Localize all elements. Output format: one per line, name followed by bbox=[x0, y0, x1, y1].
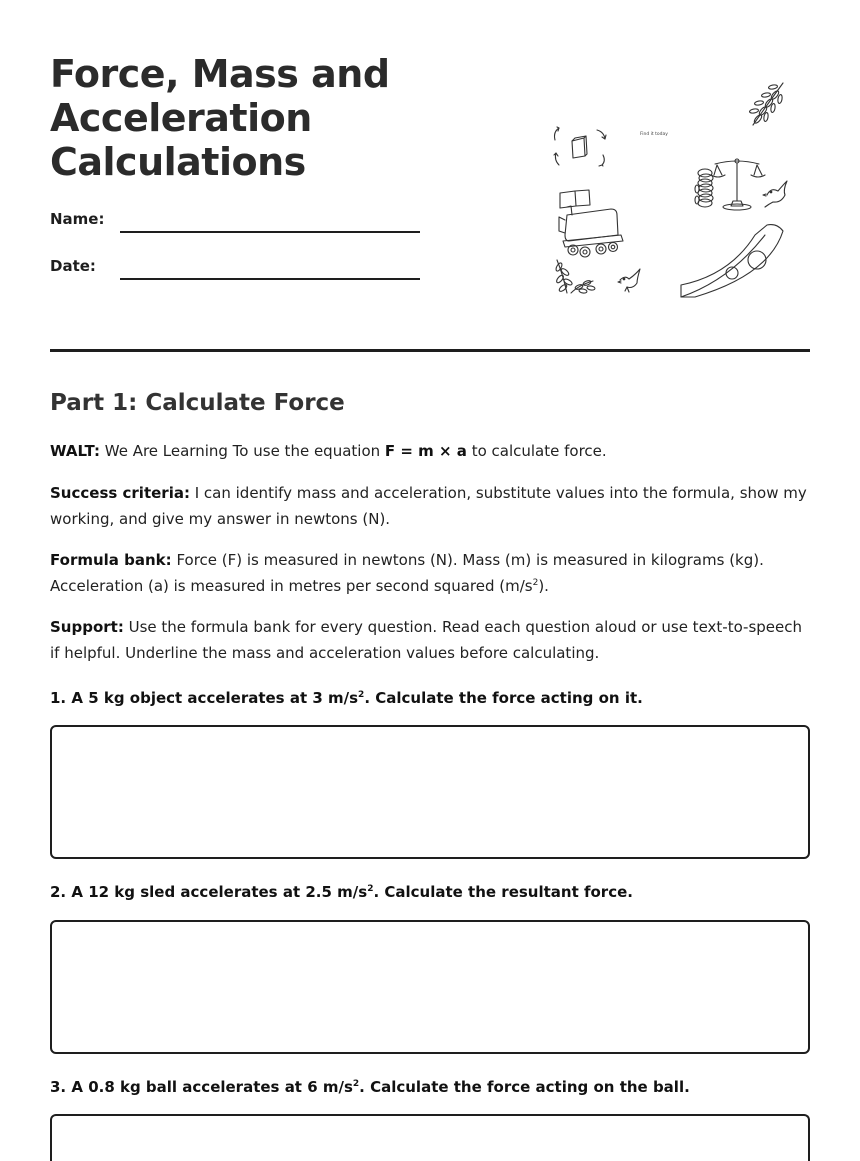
section-divider bbox=[50, 349, 810, 352]
question-1 bbox=[50, 689, 810, 707]
question-2 bbox=[50, 883, 810, 901]
success-text: I can identify mass and acceleration, substitute values into the formula, show my working, and give my answer in newtons (N). bbox=[50, 484, 807, 528]
answer-box-1[interactable] bbox=[50, 725, 810, 859]
question-2-text: 2. A 12 kg sled accelerates at 2.5 m/s bbox=[50, 883, 368, 901]
question-1-sup: 2 bbox=[358, 690, 365, 700]
support-label: Support: bbox=[50, 618, 124, 636]
question-1-text: 1. A 5 kg object accelerates at 3 m/s bbox=[50, 689, 359, 707]
part1-heading: Part 1: Calculate Force bbox=[50, 390, 345, 416]
answer-box-2[interactable] bbox=[50, 920, 810, 1054]
name-field[interactable] bbox=[120, 231, 420, 233]
physics-illustration bbox=[545, 75, 795, 305]
trolley-cart-icon bbox=[559, 190, 623, 257]
question-2-sup: 2 bbox=[367, 884, 374, 894]
question-3 bbox=[50, 1078, 810, 1096]
support-text: Use the formula bank for every question. Read each question aloud or use text-to-speech if helpful. Underline the mass and acceleration values before calculating. bbox=[50, 618, 802, 662]
support-paragraph bbox=[50, 614, 810, 666]
formula-bank-paragraph bbox=[50, 547, 810, 599]
bird-icon bbox=[763, 181, 787, 207]
spring-icon bbox=[695, 169, 713, 207]
box-icon bbox=[572, 136, 587, 158]
recycle-arrows-icon bbox=[554, 127, 606, 166]
plant-icon bbox=[555, 260, 595, 294]
success-label: Success criteria: bbox=[50, 484, 190, 502]
name-label: Name: bbox=[50, 210, 105, 228]
ramp-with-balls-icon bbox=[681, 225, 783, 297]
question-3-text: 3. A 0.8 kg ball accelerates at 6 m/s bbox=[50, 1078, 353, 1096]
success-criteria-paragraph bbox=[50, 480, 810, 532]
balance-scale-icon bbox=[711, 159, 765, 210]
walt-text-after: to calculate force. bbox=[466, 442, 607, 460]
formula-bank-text: Force (F) is measured in newtons (N). Mass (m) is measured in kilograms (kg). Acceleration (a) is measured in metres per second squared (m/s bbox=[50, 551, 764, 595]
question-1-end: . Calculate the force acting on it. bbox=[364, 689, 643, 707]
answer-box-3[interactable] bbox=[50, 1114, 810, 1161]
illustration-caption: Find it today bbox=[640, 132, 668, 137]
leaf-sprig-icon bbox=[749, 83, 783, 125]
page-title: Force, Mass and Acceleration Calculations bbox=[50, 52, 390, 184]
walt-formula: F = m × a bbox=[384, 442, 467, 460]
walt-label: WALT: bbox=[50, 442, 100, 460]
walt-text-before: We Are Learning To use the equation bbox=[104, 442, 385, 460]
formula-bank-end: ). bbox=[538, 577, 549, 595]
formula-bank-sup: 2 bbox=[532, 578, 539, 588]
formula-bank-label: Formula bank: bbox=[50, 551, 172, 569]
bird-icon bbox=[618, 269, 640, 292]
question-2-end: . Calculate the resultant force. bbox=[373, 883, 633, 901]
date-field[interactable] bbox=[120, 278, 420, 280]
walt-paragraph bbox=[50, 438, 810, 464]
question-3-end: . Calculate the force acting on the ball. bbox=[359, 1078, 690, 1096]
date-label: Date: bbox=[50, 257, 96, 275]
question-3-sup: 2 bbox=[352, 1079, 360, 1089]
